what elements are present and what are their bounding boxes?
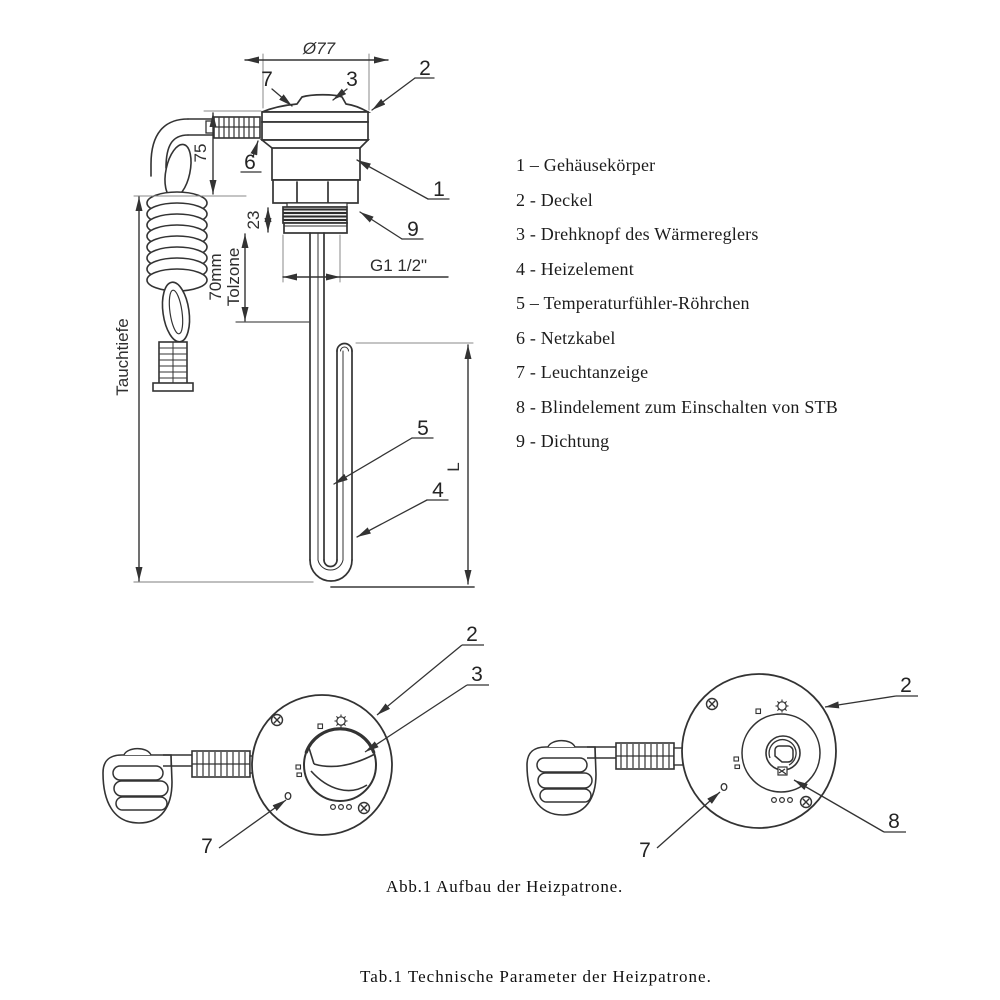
dim-thread-length-label: 23	[244, 210, 263, 230]
legend-item-4: 4 - Heizelement	[516, 258, 634, 279]
dim-immersion-depth-label: Tauchtiefe	[113, 318, 132, 396]
legend-item-8: 8 - Blindelement zum Einschalten von STB	[516, 396, 838, 417]
callout-2-right: 2	[900, 674, 912, 697]
knob-profile	[262, 95, 368, 112]
callout-2-left: 2	[466, 623, 478, 646]
callout-6-main: 6	[244, 151, 256, 174]
cable-gland	[206, 117, 260, 138]
heating-tubes	[310, 233, 352, 581]
callout-2-main: 2	[419, 57, 431, 80]
table-caption: Tab.1 Technische Parameter der Heizpatrone.	[360, 967, 712, 986]
callout-9-main: 9	[407, 218, 419, 241]
cap-view-knob-removed	[527, 674, 918, 862]
indicator-light	[285, 793, 291, 800]
cable-plug-right	[527, 741, 683, 815]
thread	[283, 207, 347, 223]
legend-item-2: 2 - Deckel	[516, 189, 593, 210]
callout-5-main: 5	[417, 417, 429, 440]
callout-7-main: 7	[261, 68, 273, 91]
cable-plug-left	[103, 749, 259, 823]
legend-item-7: 7 - Leuchtanzeige	[516, 362, 649, 382]
dim-thread-size-label: G1 1/2"	[370, 256, 428, 275]
legend-item-1: 1 – Gehäusekörper	[516, 155, 656, 175]
legend-item-9: 9 - Dichtung	[516, 431, 610, 451]
seal-flange	[284, 223, 347, 233]
callout-7-left: 7	[201, 835, 213, 858]
hex-nut	[273, 180, 358, 203]
legend-item-5: 5 – Temperaturfühler-Röhrchen	[516, 293, 750, 313]
dim-diameter-label: Ø77	[302, 39, 336, 58]
mains-plug	[153, 342, 193, 391]
callout-3-left: 3	[471, 663, 483, 686]
indicator-light	[721, 784, 727, 791]
dim-dead-zone-label: Tolzone	[224, 247, 243, 307]
callout-7-right: 7	[639, 839, 651, 862]
figure-caption: Abb.1 Aufbau der Heizpatrone.	[386, 877, 624, 896]
blind-element	[778, 767, 787, 775]
dim-element-length-label: L	[444, 462, 463, 472]
callout-1-main: 1	[433, 178, 445, 201]
heater-head	[262, 95, 368, 233]
legend-item-6: 6 - Netzkabel	[516, 327, 616, 348]
callout-4-main: 4	[432, 479, 444, 502]
callout-3-main: 3	[346, 68, 358, 91]
dim-head-height-label: 75	[191, 143, 210, 163]
parts-legend	[516, 148, 838, 459]
dim-dead-zone-value: 70mm	[206, 253, 225, 301]
cap-view-with-knob	[103, 623, 489, 858]
callout-8-right: 8	[888, 810, 900, 833]
legend-item-3: 3 - Drehknopf des Wärmereglers	[516, 224, 759, 244]
main-view	[113, 39, 474, 587]
